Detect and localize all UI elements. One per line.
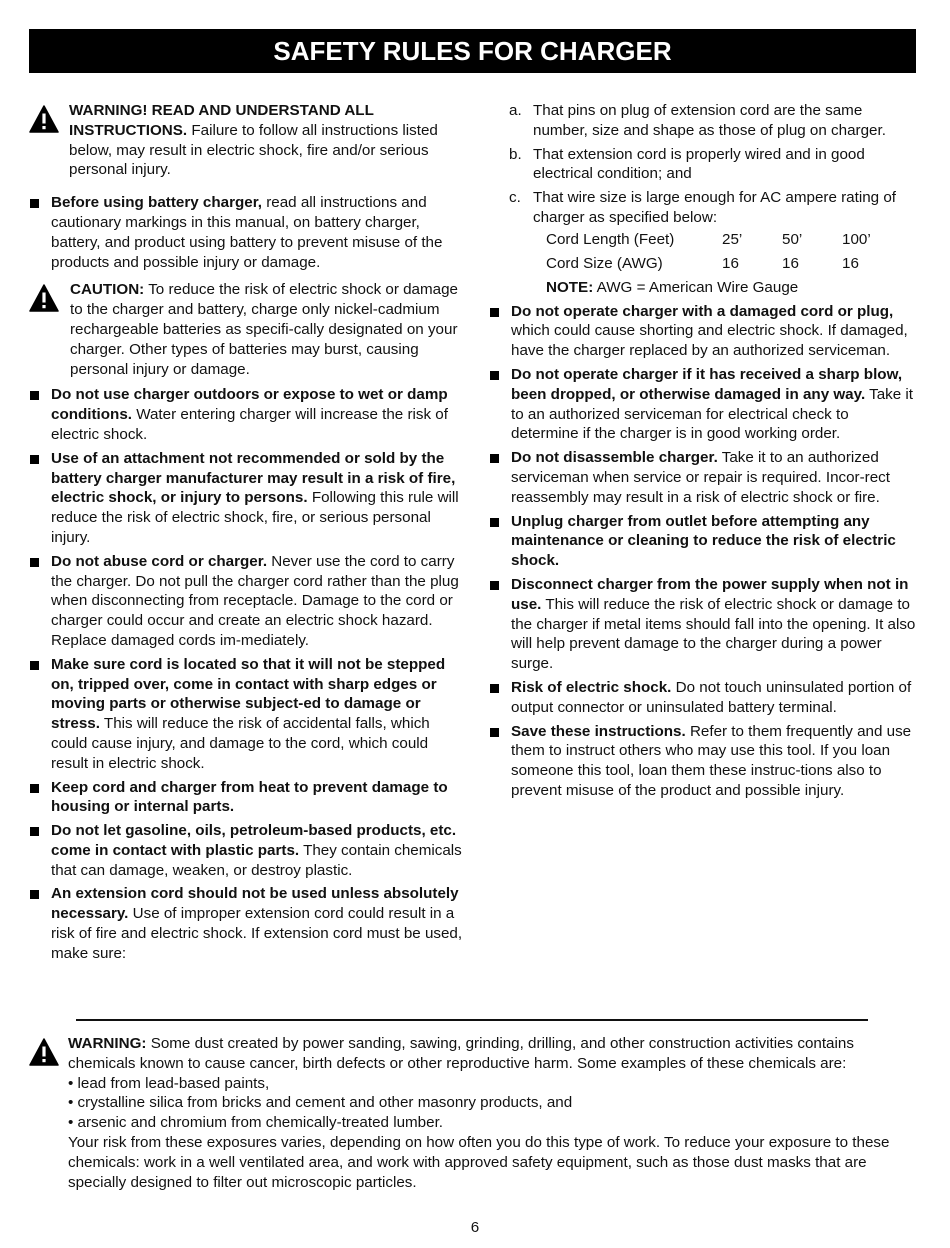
caution-heading: CAUTION:: [70, 281, 145, 299]
list-item: [489, 448, 917, 507]
list-item: • lead from lead-based paints,: [68, 1074, 270, 1092]
item-bold: Do not operate charger with a damaged cord or plug,: [511, 302, 894, 320]
sub-item-letter: c.: [509, 189, 521, 207]
item-text: which could cause shorting and electric shock. If damaged, have the charger replaced by an authorized serviceman.: [511, 322, 908, 360]
item-bold: Risk of electric shock.: [511, 678, 672, 696]
table-cell: Cord Length (Feet): [546, 230, 675, 248]
sub-list-item: [489, 188, 917, 228]
warning-triangle-icon: [29, 105, 59, 133]
item-text: Following this rule will reduce the risk of electric shock, fire, or serious personal injury.: [51, 489, 459, 546]
item-bold: Save these instructions.: [511, 722, 686, 740]
list-item: • arsenic and chromium from chemically-treated lumber.: [68, 1114, 444, 1132]
list-item: [29, 385, 464, 444]
item-text: Water entering charger will increase the risk of electric shock.: [51, 406, 448, 443]
table-row: [546, 228, 917, 252]
list-item: [29, 193, 464, 272]
item-bold: Do not operate charger if it has received a sharp blow, been dropped, or otherwise damaged in any way.: [511, 365, 903, 403]
square-bullet-icon: [490, 454, 499, 463]
square-bullet-icon: [30, 199, 39, 208]
dust-warning-heading: WARNING:: [68, 1035, 147, 1052]
table-cell: 16: [782, 254, 799, 272]
list-item: [29, 821, 464, 880]
sub-item-text: That extension cord is properly wired and in good electrical condition; and: [533, 145, 865, 183]
right-column: [489, 101, 917, 805]
list-item: [489, 365, 917, 444]
list-item: [489, 678, 917, 718]
square-bullet-icon: [30, 455, 39, 464]
list-item: [29, 449, 464, 548]
item-text: Take it to an authorized serviceman for electrical check to determine if the charger is in good working order.: [511, 385, 914, 443]
item-text: This will reduce the risk of accidental falls, which could cause injury, and damage to the cord, which could result in electric shock.: [51, 715, 430, 772]
square-bullet-icon: [490, 684, 499, 693]
list-item: [489, 575, 917, 674]
dust-warning-closing: Your risk from these exposures varies, depending on how often you do this type of work. To reduce your exposure to these chemicals: work in a well ventilated area, and work with approved safety equipment, such as those dust masks that are specially designed to filter out microscopic particles.: [68, 1133, 890, 1191]
warning-triangle-icon: [29, 1038, 59, 1066]
square-bullet-icon: [490, 371, 499, 380]
item-text: read all instructions and cautionary markings in this manual, on battery charger, battery, and product using battery to prevent misuse of the products and possible injury or damage.: [51, 194, 443, 271]
table-cell: 100’: [842, 230, 871, 248]
dust-warning-block: [29, 1034, 909, 1192]
sub-list-item: [489, 145, 917, 185]
warning-read-instructions: [29, 101, 464, 180]
warning-text: Failure to follow all instructions listed below, may result in electric shock, fire and/or serious personal injury.: [69, 121, 438, 179]
item-bold: Keep cord and charger from heat to prevent damage to housing or internal parts.: [51, 778, 448, 816]
sub-item-letter: b.: [509, 145, 522, 163]
sub-item-letter: a.: [509, 102, 522, 119]
table-cell: 50’: [782, 230, 803, 248]
dust-warning-text: Some dust created by power sanding, sawing, grinding, drilling, and other construction activities contains chemicals known to cause cancer, birth defects or other reproductive harm. Some examples of these chemicals are:: [68, 1035, 854, 1072]
item-bold: An extension cord should not be used unless absolutely necessary.: [51, 885, 459, 923]
item-bold: Do not use charger outdoors or expose to wet or damp conditions.: [51, 386, 448, 424]
item-bold: Before using battery charger,: [51, 194, 263, 212]
item-text: Do not touch uninsulated portion of output connector or uninsulated battery terminal.: [511, 678, 912, 716]
page-number: 6: [470, 1219, 480, 1236]
dust-warning-intro: [68, 1034, 909, 1074]
table-cell: 16: [842, 254, 859, 272]
caution-text: To reduce the risk of electric shock or damage to the charger and battery, charge only nickel-cadmium rechargeable batteries as specifi-cally designated on your charger. Other types of batteries may burst, causing personal injury or damage.: [70, 281, 458, 378]
list-item: [489, 722, 917, 801]
item-text: Use of improper extension cord could result in a risk of fire and electric shock. If extension cord must be used, make sure:: [51, 905, 463, 962]
item-text: Take it to an authorized serviceman when service or repair is required. Incor-rect reassembly may result in a risk of electric shock or fire.: [511, 449, 890, 506]
cord-size-table: [546, 228, 917, 276]
item-bold: Do not let gasoline, oils, petroleum-based products, etc. come in contact with plastic parts.: [51, 822, 457, 859]
page-title: SAFETY RULES FOR CHARGER: [29, 29, 916, 73]
item-text: This will reduce the risk of electric shock or damage to the charger if metal items should fall into the opening. It also will help prevent damage to the charger during a power surge.: [511, 595, 916, 673]
awg-note: [546, 278, 917, 298]
note-label: NOTE:: [546, 278, 594, 296]
warning-triangle-icon: [29, 284, 59, 312]
square-bullet-icon: [30, 391, 39, 400]
square-bullet-icon: [490, 728, 499, 737]
item-bold: Do not disassemble charger.: [511, 449, 718, 467]
square-bullet-icon: [490, 518, 499, 527]
item-bold: Unplug charger from outlet before attempting any maintenance or cleaning to reduce the risk of electric shock.: [511, 512, 896, 570]
square-bullet-icon: [490, 581, 499, 590]
item-text: Never use the cord to carry the charger. Do not pull the charger cord rather than the plug when disconnecting from receptacle. Damage to the cord or charger could occur and create an electric shock hazard. Replace damaged cords im-mediately.: [51, 552, 459, 649]
square-bullet-icon: [30, 558, 39, 567]
list-item: • crystalline silica from bricks and cement and other masonry products, and: [68, 1094, 573, 1112]
square-bullet-icon: [30, 827, 39, 836]
list-item: [29, 552, 464, 651]
left-column: [29, 101, 464, 968]
list-item: [29, 884, 464, 963]
item-bold: Do not abuse cord or charger.: [51, 552, 268, 570]
item-bold: Disconnect charger from the power supply when not in use.: [511, 575, 909, 613]
sub-list-item: [489, 101, 917, 141]
square-bullet-icon: [30, 661, 39, 670]
sub-item-text: That wire size is large enough for AC ampere rating of charger as specified below:: [533, 189, 896, 226]
list-item: [489, 512, 917, 571]
list-item: [29, 655, 464, 774]
table-cell: Cord Size (AWG): [546, 254, 663, 272]
square-bullet-icon: [490, 308, 499, 317]
square-bullet-icon: [30, 890, 39, 899]
section-divider: [76, 1019, 868, 1021]
item-text: They contain chemicals that can damage, weaken, or destroy plastic.: [51, 841, 462, 879]
square-bullet-icon: [30, 784, 39, 793]
item-text: Refer to them frequently and use them to instruct others who may use this tool. If you loan someone this tool, loan them these instruc-tions also to prevent misuse of the product and possible injury.: [511, 722, 912, 799]
caution-block: [29, 280, 464, 379]
list-item: [489, 302, 917, 361]
sub-item-text: That pins on plug of extension cord are the same number, size and shape as those of plug on charger.: [533, 102, 886, 139]
table-cell: 16: [722, 254, 739, 272]
list-item: [29, 778, 464, 818]
item-bold: Make sure cord is located so that it will not be stepped on, tripped over, come in contact with sharp edges or moving parts or otherwise subject-ed to damage or stress.: [51, 655, 446, 733]
table-cell: 25’: [722, 230, 743, 248]
table-row: [546, 252, 917, 276]
item-bold: Use of an attachment not recommended or sold by the battery charger manufacturer may result in a risk of fire, electric shock, or injury to persons.: [51, 449, 456, 507]
note-text: AWG = American Wire Gauge: [593, 278, 799, 296]
warning-heading: WARNING! READ AND UNDERSTAND ALL INSTRUCTIONS.: [69, 102, 374, 139]
